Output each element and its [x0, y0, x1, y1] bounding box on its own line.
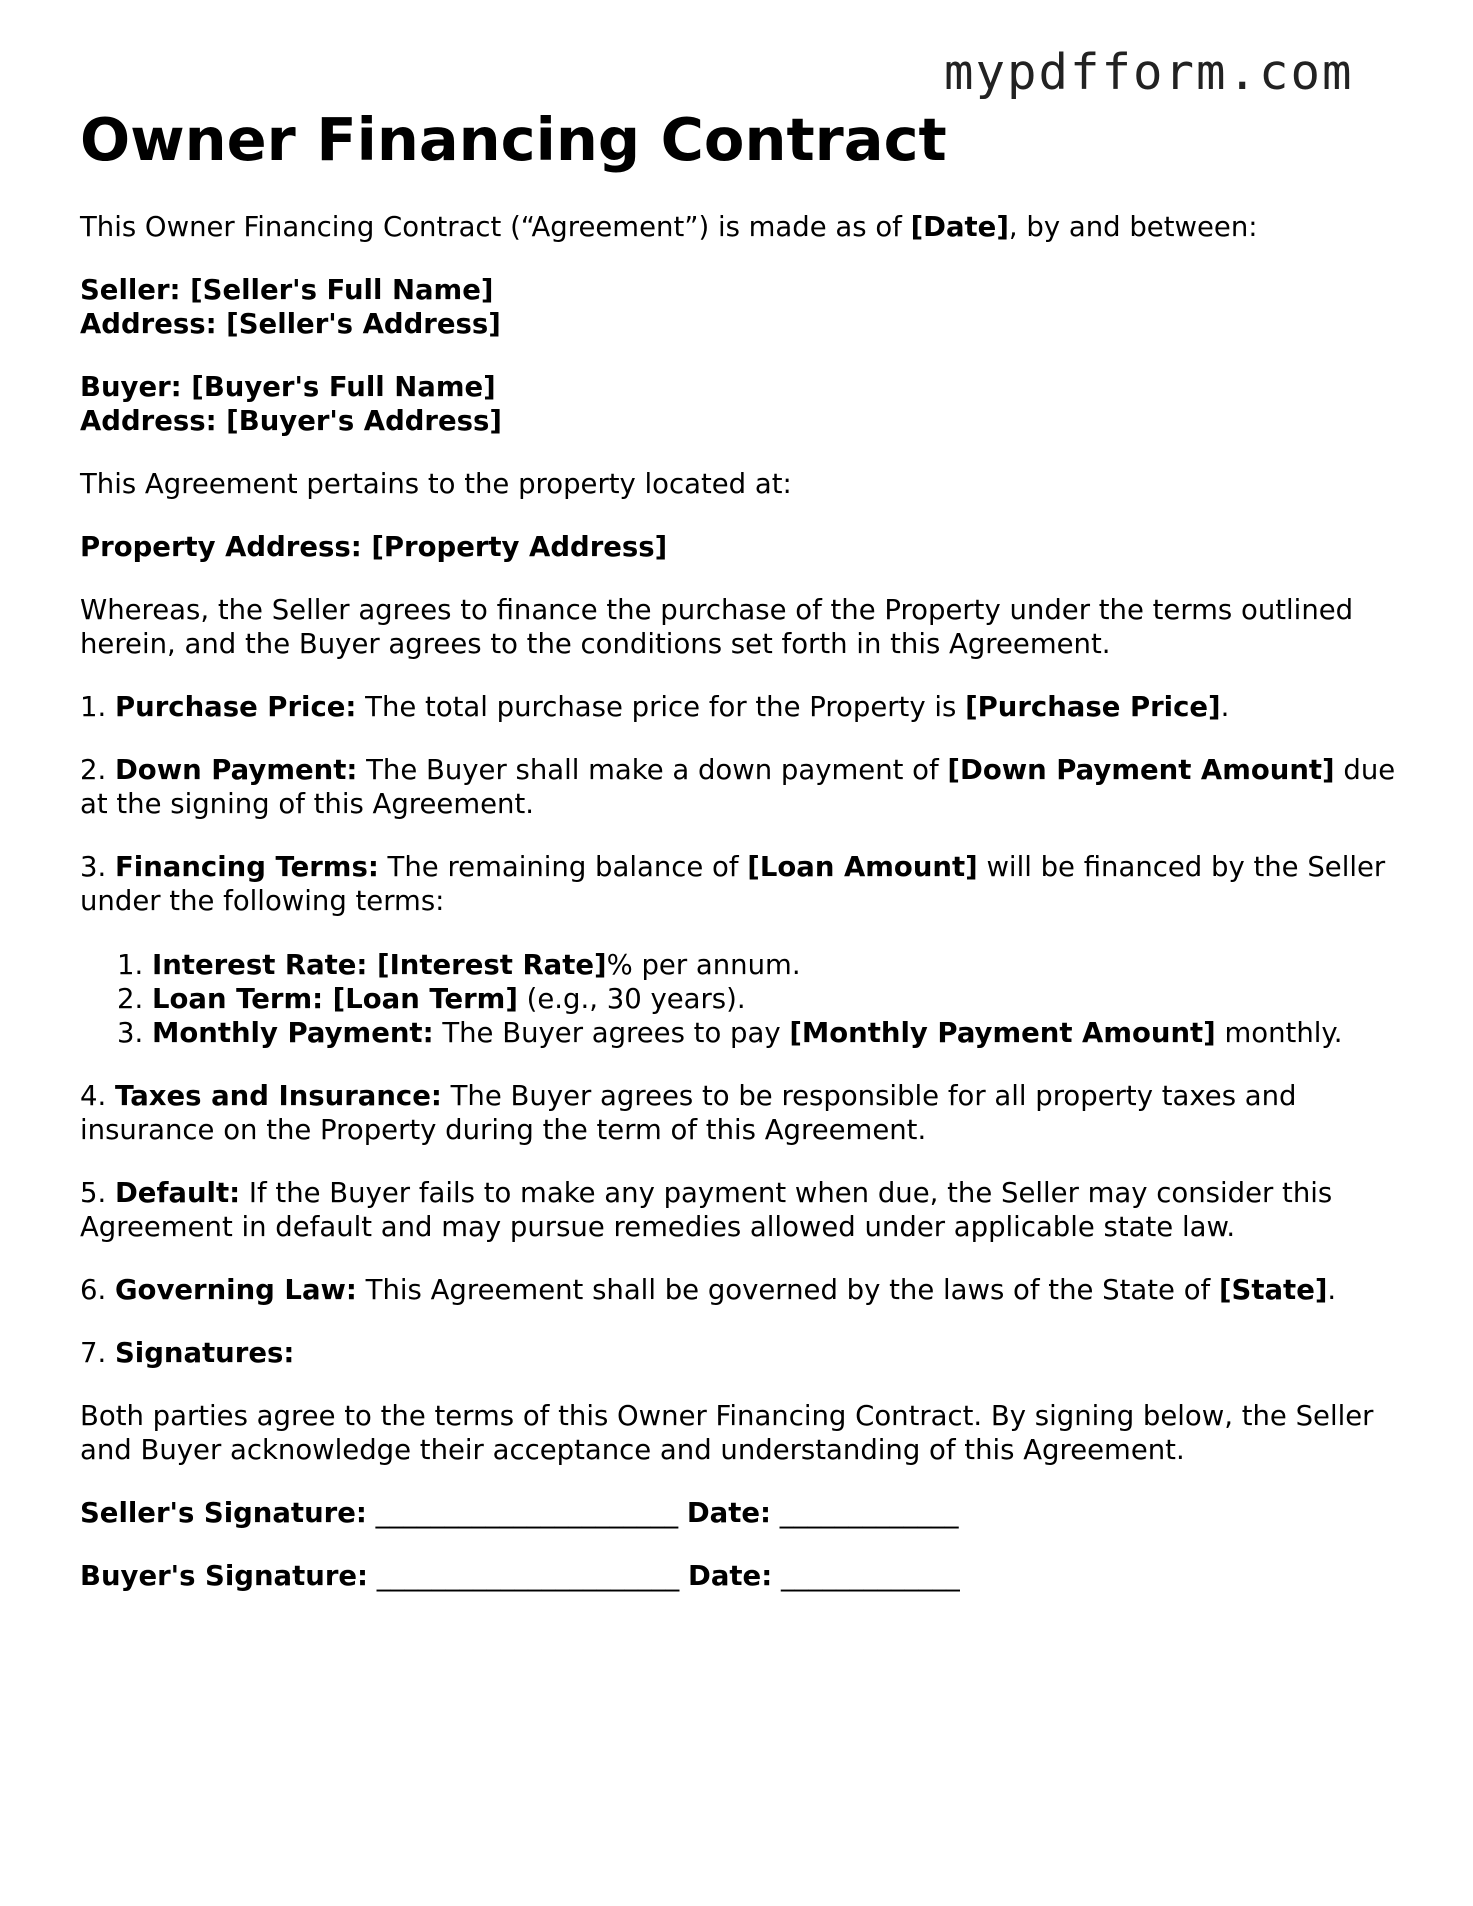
down-payment-field: [Down Payment Amount]	[947, 754, 1335, 786]
whereas-paragraph: Whereas, the Seller agrees to finance the purchase of the Property under the terms outlined herein, and the Buyer agrees to the conditions set forth in this Agreement.	[80, 594, 1354, 660]
buyer-block	[80, 370, 1400, 438]
buyer-address-line: Address: [Buyer's Address]	[80, 405, 502, 437]
list-item-interest-rate	[152, 948, 1400, 982]
clause-down-payment	[80, 753, 1400, 821]
list-item-loan-term	[152, 982, 1400, 1016]
clause-text: The remaining balance of	[378, 851, 748, 883]
clause-purchase-price	[80, 690, 1400, 724]
purchase-price-field: [Purchase Price]	[965, 691, 1221, 723]
buyer-signature-field[interactable]: ______________________	[368, 1560, 689, 1592]
clause-number: 6.	[80, 1274, 115, 1306]
monthly-payment-label: Monthly Payment:	[152, 1017, 434, 1049]
clause-label: Signatures:	[114, 1337, 295, 1369]
clause-text: If the Buyer fails to make any payment when due, the Seller may consider this Agreement in default and may pursue remedies allowed under applicable state law.	[80, 1177, 1333, 1243]
buyer-date-label: Date:	[688, 1560, 773, 1592]
monthly-payment-text-end: monthly.	[1215, 1017, 1343, 1049]
seller-signature-line	[80, 1496, 1400, 1530]
interest-rate-label: Interest Rate: [Interest Rate]	[152, 949, 607, 981]
clause-number: 4.	[80, 1080, 115, 1112]
clause-number: 2.	[80, 754, 115, 786]
intro-paragraph	[80, 210, 1400, 244]
property-address	[80, 530, 1400, 564]
clause-text: The Buyer agrees to be responsible for all property taxes and insurance on the Property during the term of this Agreement.	[80, 1080, 1297, 1146]
intro-text: This Owner Financing Contract (“Agreement”) is made as of	[80, 211, 911, 243]
clause-governing-law	[80, 1273, 1400, 1307]
buyer-date-field[interactable]: _____________	[772, 1560, 960, 1592]
loan-term-text: (e.g., 30 years).	[517, 983, 746, 1015]
document-page	[80, 98, 1400, 1593]
clause-number: 7.	[80, 1337, 115, 1369]
buyer-name-line: Buyer: [Buyer's Full Name]	[80, 371, 496, 403]
clause-text-end: will be financed by the Seller under the following terms:	[80, 851, 1386, 917]
loan-amount-field: [Loan Amount]	[747, 851, 978, 883]
clause-text-end: due at the signing of this Agreement.	[80, 754, 1396, 820]
buyer-signature-line	[80, 1559, 1400, 1593]
clause-label: Governing Law:	[114, 1274, 357, 1306]
buyer-signature-label: Buyer's Signature:	[80, 1560, 369, 1592]
clause-number: 1.	[80, 691, 115, 723]
property-address-text: Property Address: [Property Address]	[80, 531, 668, 563]
seller-signature-field[interactable]: ______________________	[366, 1497, 687, 1529]
state-field: [State]	[1218, 1274, 1328, 1306]
clause-text: This Agreement shall be governed by the laws of the State of	[356, 1274, 1219, 1306]
seller-signature-label: Seller's Signature:	[80, 1497, 367, 1529]
intro-text-end: , by and between:	[1008, 211, 1258, 243]
seller-address-line: Address: [Seller's Address]	[80, 308, 501, 340]
clause-taxes-insurance	[80, 1079, 1400, 1147]
clause-number: 3.	[80, 851, 115, 883]
clause-label: Purchase Price:	[114, 691, 357, 723]
clause-default	[80, 1176, 1400, 1244]
monthly-payment-field: [Monthly Payment Amount]	[789, 1017, 1216, 1049]
clause-label: Financing Terms:	[114, 851, 379, 883]
clause-text-end: .	[1327, 1274, 1337, 1306]
clause-label: Down Payment:	[114, 754, 358, 786]
clause-label: Default:	[114, 1177, 241, 1209]
clause-text-end: .	[1220, 691, 1230, 723]
clause-text: The total purchase price for the Property is	[356, 691, 966, 723]
loan-term-label: Loan Term: [Loan Term]	[152, 983, 518, 1015]
monthly-payment-text: The Buyer agrees to pay	[433, 1017, 790, 1049]
interest-rate-text: % per annum.	[606, 949, 801, 981]
seller-date-label: Date:	[686, 1497, 772, 1529]
clause-label: Taxes and Insurance:	[114, 1080, 442, 1112]
seller-name-line: Seller: [Seller's Full Name]	[80, 274, 494, 306]
watermark: mypdfform.com	[944, 44, 1354, 101]
clause-financing-terms	[80, 850, 1400, 918]
property-intro: This Agreement pertains to the property located at:	[80, 468, 792, 500]
list-item-monthly-payment	[152, 1016, 1400, 1050]
seller-block	[80, 273, 1400, 341]
clause-number: 5.	[80, 1177, 115, 1209]
seller-date-field[interactable]: _____________	[771, 1497, 959, 1529]
date-field: [Date]	[910, 211, 1009, 243]
clause-signatures	[80, 1336, 1400, 1370]
document-title: Owner Financing Contract	[80, 105, 947, 174]
financing-terms-list	[80, 948, 1400, 1050]
closing-paragraph: Both parties agree to the terms of this Owner Financing Contract. By signing below, the Seller and Buyer acknowledge their acceptance and understanding of this Agreement.	[80, 1400, 1374, 1466]
clause-text: The Buyer shall make a down payment of	[357, 754, 948, 786]
